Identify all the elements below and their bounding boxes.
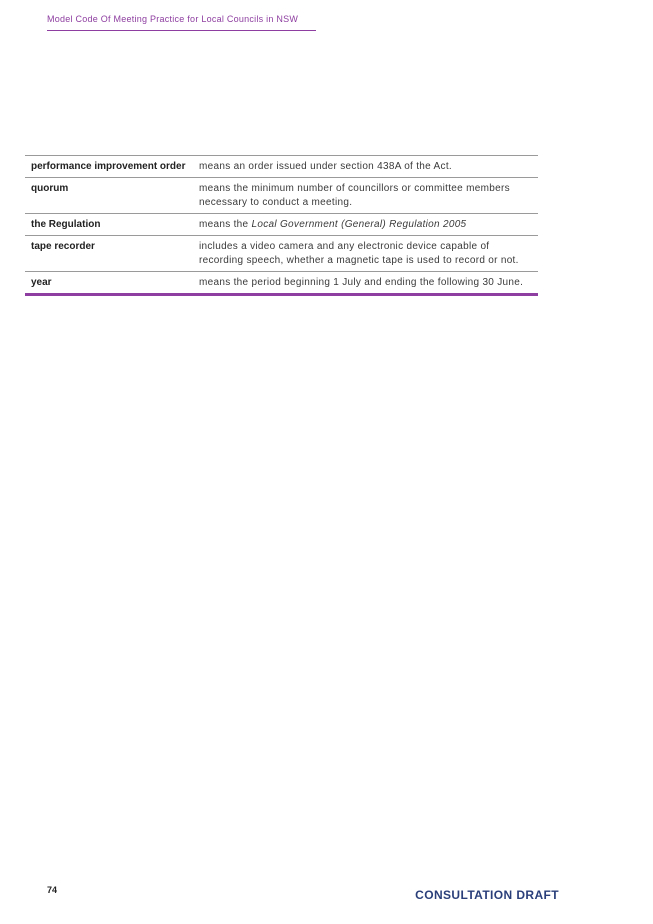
regulation-title: Local Government (General) Regulation 2005 <box>251 219 467 230</box>
definition-row <box>25 156 538 178</box>
definitions-table <box>25 155 538 296</box>
definition-text: means the period beginning 1 July and ending the following 30 June. <box>199 277 524 288</box>
definition-term: year <box>31 277 52 288</box>
definition-row <box>25 236 538 272</box>
definition-text: means the minimum number of councillors or committee members necessary to conduct a meeting. <box>199 183 510 208</box>
definition-term: quorum <box>31 183 69 194</box>
consultation-draft-label: CONSULTATION DRAFT <box>415 888 559 902</box>
document-title: Model Code Of Meeting Practice for Local Councils in NSW <box>47 14 299 24</box>
definition-text-prefix: means the <box>199 219 252 230</box>
definition-row <box>25 178 538 214</box>
page-number: 74 <box>47 885 58 895</box>
definition-text: means an order issued under section 438A of the Act. <box>199 161 452 172</box>
definition-term: tape recorder <box>31 241 95 252</box>
definition-term: the Regulation <box>31 219 101 230</box>
definition-term: performance improvement order <box>31 161 186 172</box>
running-header <box>47 13 316 31</box>
definition-text <box>199 218 529 232</box>
definition-row <box>25 214 538 236</box>
definition-row <box>25 272 538 293</box>
definition-text: includes a video camera and any electronic device capable of recording speech, whether a magnetic tape is used to record or not. <box>199 241 519 266</box>
